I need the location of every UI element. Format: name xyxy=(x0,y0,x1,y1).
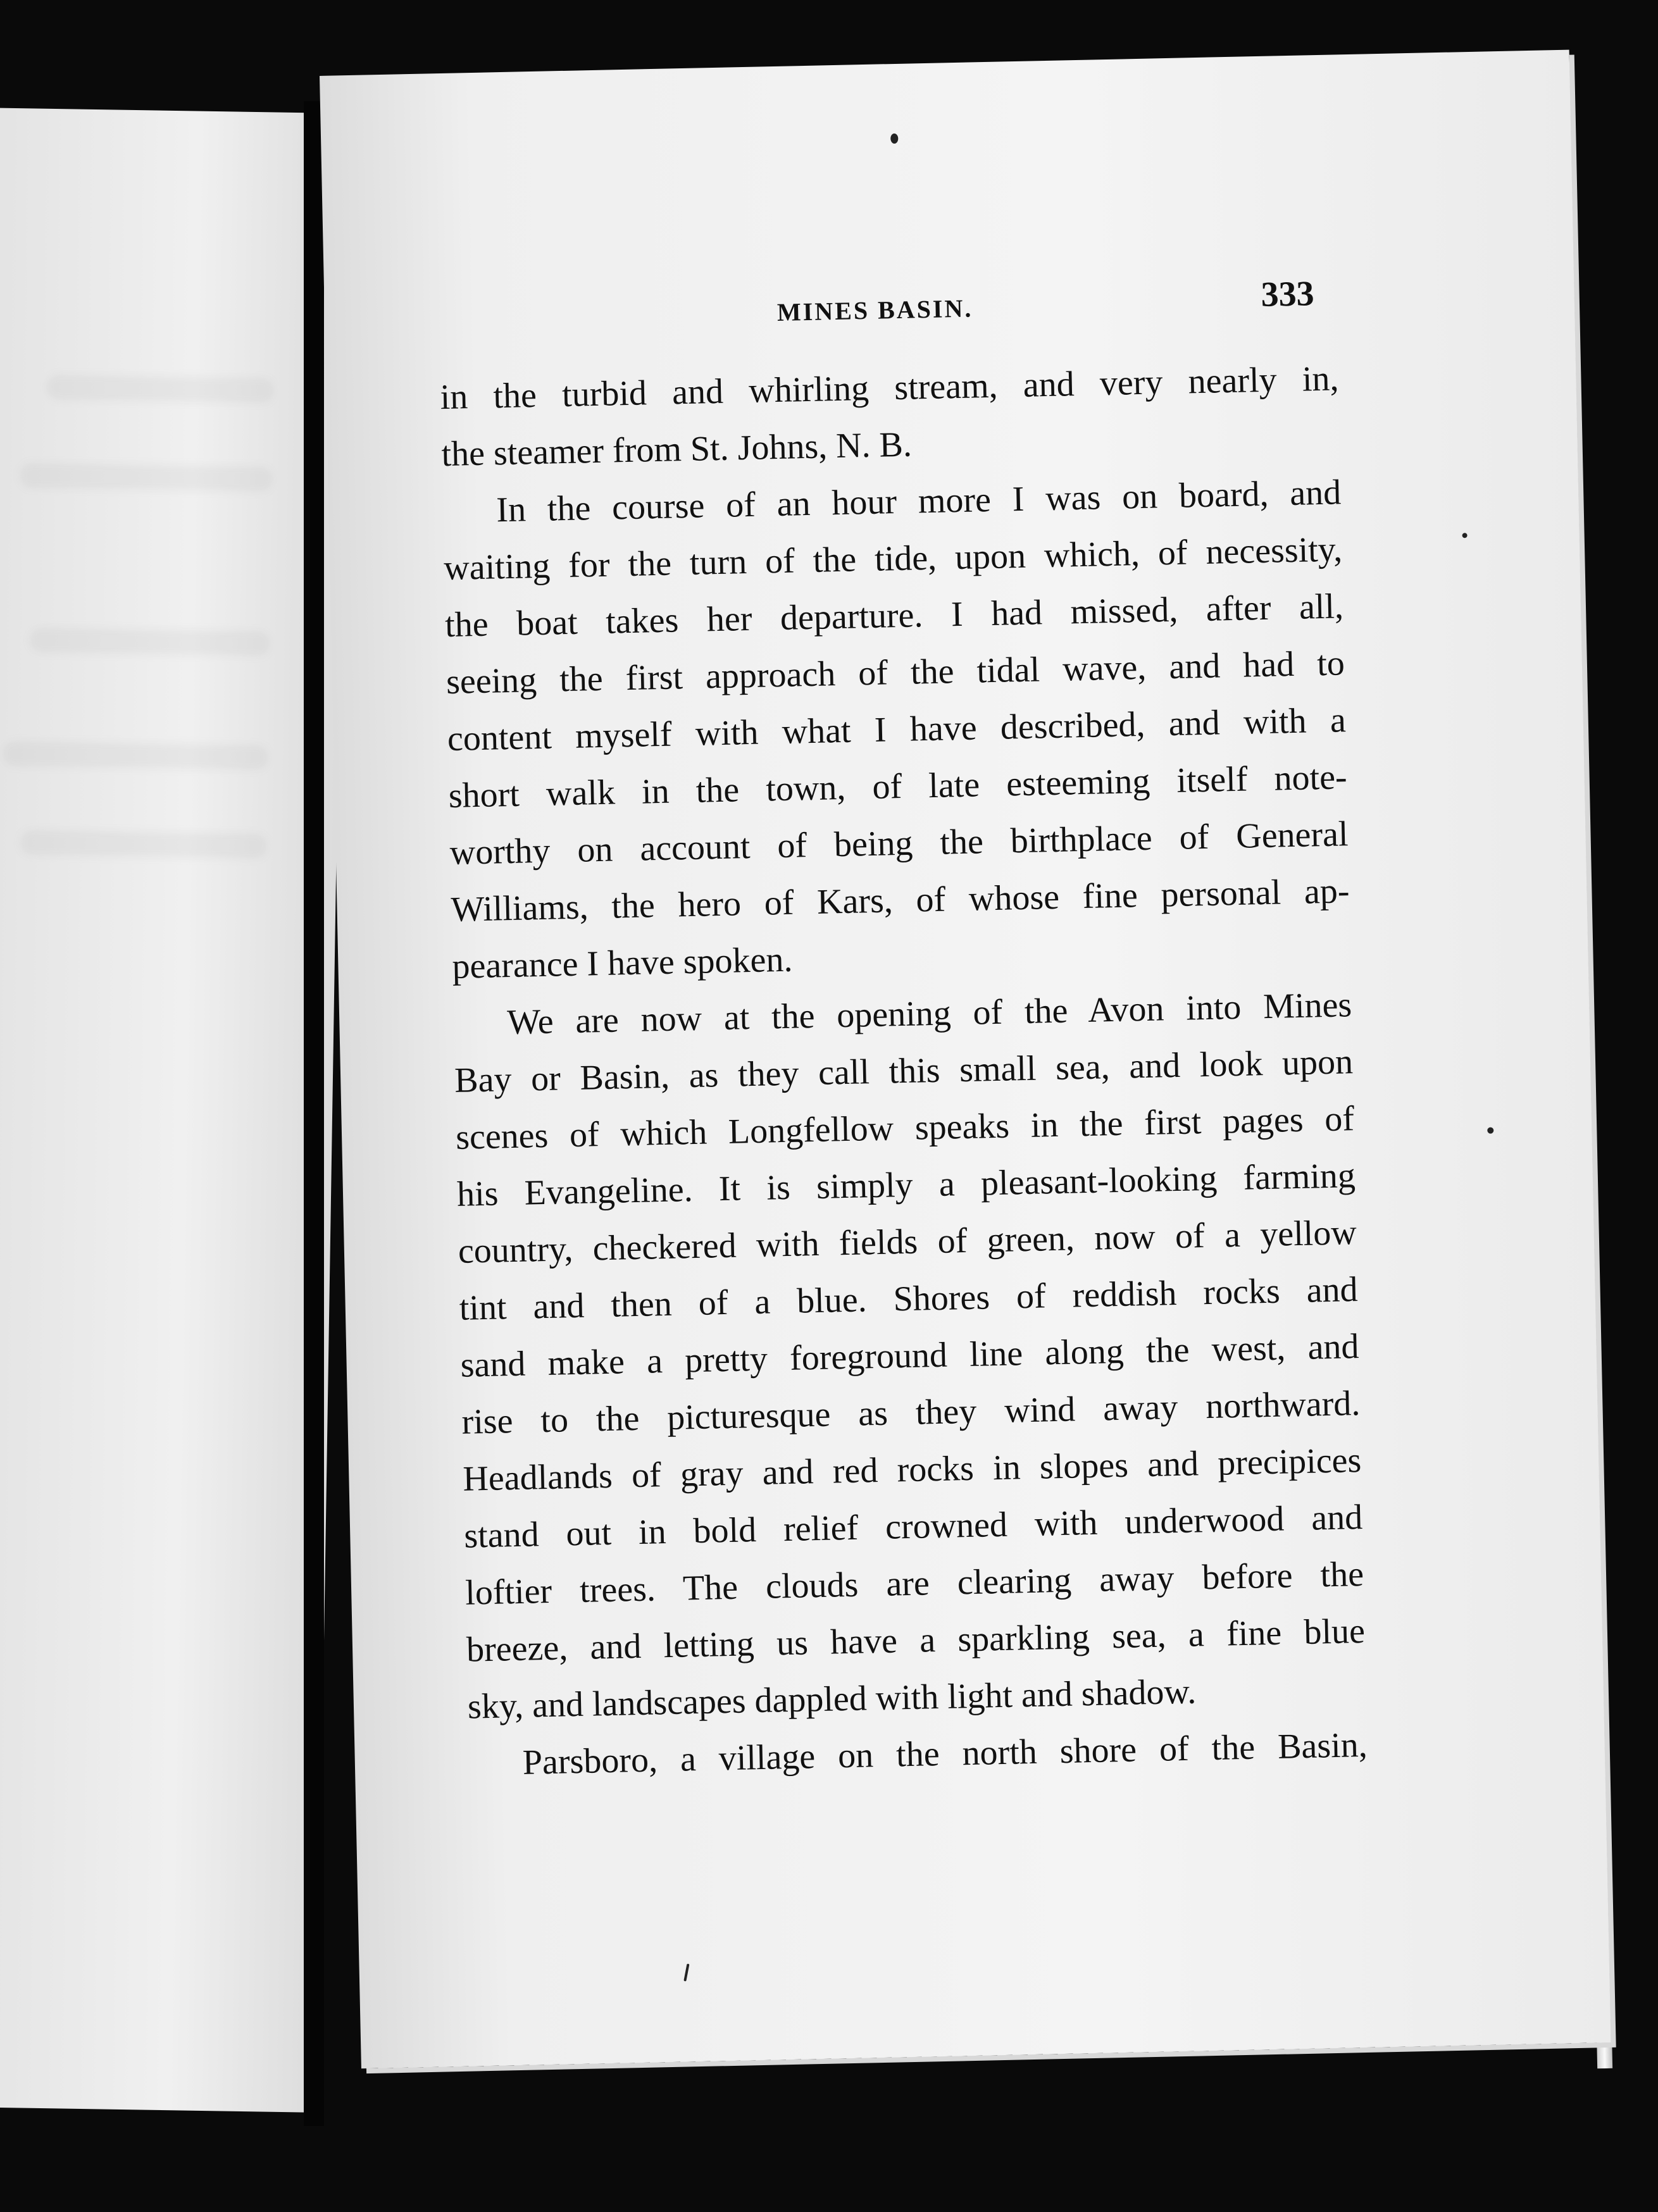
text-line: tint and then of a blue. Shores of reddish rocks and xyxy=(459,1270,1359,1328)
text-line: his Evangeline. It is simply a pleasant-looking farming xyxy=(456,1156,1356,1214)
book-gutter xyxy=(304,101,324,2126)
text-line: the steamer from St. Johns, N. B. xyxy=(440,425,913,475)
text-line: scenes of which Longfellow speaks in the first pages of xyxy=(455,1099,1355,1157)
text-line: short walk in the town, of late esteeming itself note- xyxy=(448,757,1348,816)
text-line: in the turbid and whirling stream, and very nearly in, xyxy=(440,359,1340,418)
text-line: In the course of an hour more I was on board, and xyxy=(496,473,1342,530)
text-line: Williams, the hero of Kars, of whose fine personal ap- xyxy=(450,871,1350,929)
text-line: breeze, and letting us have a sparkling sea, a fine blue xyxy=(466,1611,1366,1670)
text-line: sky, and landscapes dappled with light and shadow. xyxy=(467,1672,1197,1727)
text-line: the boat takes her departure. I had missed, after all, xyxy=(444,587,1344,645)
ink-speck xyxy=(683,1963,689,1981)
left-page xyxy=(0,108,348,2113)
running-head: MINES BASIN. xyxy=(776,294,973,326)
text-line: Bay or Basin, as they call this small sea, and look upon xyxy=(454,1042,1354,1100)
text-line: pearance I have spoken. xyxy=(451,940,793,986)
text-line: rise to the picturesque as they wind away northward. xyxy=(461,1384,1361,1442)
text-line: We are now at the opening of the Avon into Mines xyxy=(506,985,1352,1043)
text-line: worthy on account of being the birthplace of General xyxy=(449,814,1349,873)
ink-speck xyxy=(1462,533,1468,538)
text-line: Parsboro, a village on the north shore of the Basin, xyxy=(522,1725,1368,1782)
ink-speck xyxy=(1487,1128,1493,1134)
text-line: seeing the first approach of the tidal wave, and had to xyxy=(446,643,1345,702)
text-line: stand out in bold relief crowned with underwood and xyxy=(463,1497,1363,1556)
text-line: waiting for the turn of the tide, upon which, of necessity, xyxy=(443,530,1343,588)
right-page xyxy=(320,50,1611,2069)
text-line: loftier trees. The clouds are clearing away before the xyxy=(464,1554,1364,1613)
ink-speck xyxy=(890,134,898,144)
text-line: country, checkered with fields of green, now of a yellow xyxy=(458,1213,1357,1271)
text-line: sand make a pretty foreground line along the west, and xyxy=(460,1327,1360,1385)
text-line: Headlands of gray and red rocks in slopes and precipices xyxy=(462,1441,1362,1499)
page-number: 333 xyxy=(1260,274,1315,314)
text-line: content myself with what I have described, and with a xyxy=(447,700,1347,759)
